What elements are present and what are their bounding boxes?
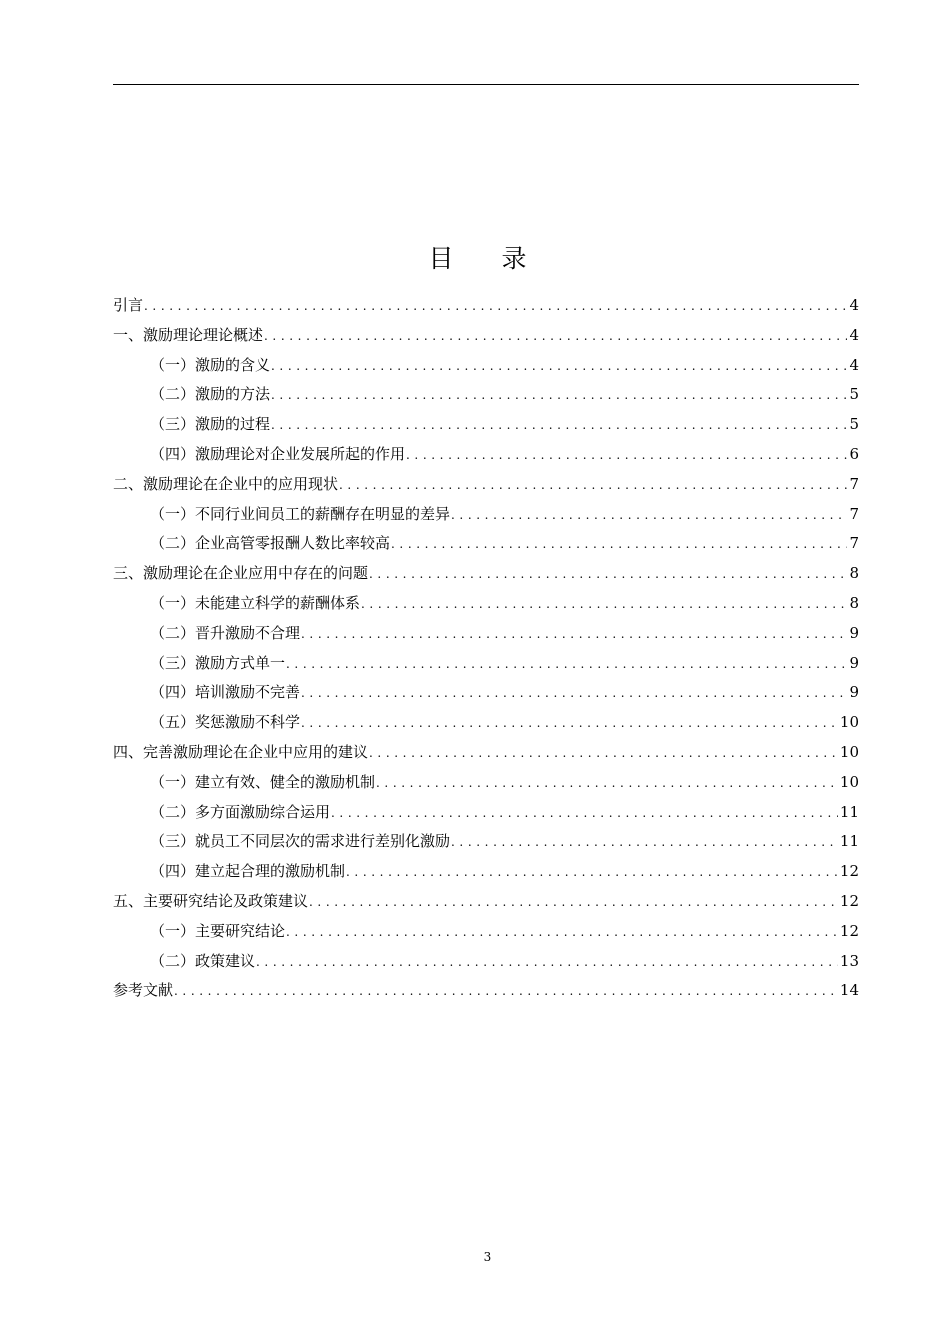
toc-dot-leader (286, 650, 847, 680)
header-rule (113, 84, 859, 85)
toc-entry-page: 7 (849, 534, 859, 553)
toc-entry-page: 13 (839, 951, 859, 970)
toc-entry-title: 引言 (113, 296, 144, 314)
toc-entry-page: 8 (849, 593, 859, 612)
toc-entry-title: （一）激励的含义 (150, 355, 271, 374)
toc-dot-leader (144, 292, 847, 322)
toc-entry-page: 5 (849, 385, 859, 404)
toc-dot-leader (174, 977, 838, 1007)
toc-entry[interactable] (113, 500, 859, 530)
toc-dot-leader (286, 918, 838, 948)
toc-dot-leader (451, 501, 847, 531)
toc-entry-title: （二）政策建议 (150, 951, 256, 970)
toc-entry-title: （五）奖惩激励不科学 (150, 713, 301, 732)
toc-dot-leader (301, 679, 847, 709)
toc-entry-title: 一、激励理论理论概述 (113, 325, 264, 344)
toc-dot-leader (271, 381, 847, 411)
toc-entry[interactable] (113, 410, 859, 440)
toc-entry-page: 10 (839, 742, 859, 761)
toc-dot-leader (406, 441, 847, 471)
toc-dot-leader (391, 530, 847, 560)
toc-entry-page: 11 (839, 802, 859, 821)
toc-entry-title: （三）就员工不同层次的需求进行差别化激励 (150, 832, 451, 851)
toc-entry[interactable] (113, 947, 859, 977)
toc-entry-title: （四）培训激励不完善 (150, 683, 301, 702)
toc-entry-title: （一）不同行业间员工的薪酬存在明显的差异 (150, 504, 451, 523)
toc-entry-page: 4 (849, 296, 859, 314)
toc-entry-title: 五、主要研究结论及政策建议 (113, 891, 309, 910)
toc-entry-page: 9 (849, 623, 859, 642)
toc-entry-title: （四）激励理论对企业发展所起的作用 (150, 444, 406, 463)
toc-entry[interactable] (113, 321, 859, 351)
toc-dot-leader (339, 471, 847, 501)
toc-entry-page: 4 (849, 325, 859, 344)
toc-list (113, 291, 859, 1006)
toc-entry[interactable] (113, 649, 859, 679)
toc-dot-leader (309, 888, 838, 918)
toc-entry[interactable] (113, 589, 859, 619)
toc-dot-leader (369, 739, 838, 769)
toc-title: 目 录 (428, 244, 547, 273)
toc-entry-page: 10 (839, 772, 859, 791)
toc-entry-title: （三）激励方式单一 (150, 653, 286, 672)
toc-entry[interactable] (113, 976, 859, 1006)
toc-entry-page: 5 (849, 415, 859, 434)
toc-entry[interactable] (113, 827, 859, 857)
toc-entry-title: 二、激励理论在企业中的应用现状 (113, 474, 339, 493)
toc-entry[interactable] (113, 559, 859, 589)
toc-entry-title: （一）主要研究结论 (150, 921, 286, 940)
toc-entry-title: （二）激励的方法 (150, 385, 271, 404)
toc-entry-title: （二）晋升激励不合理 (150, 623, 301, 642)
toc-entry-page: 12 (839, 862, 859, 881)
toc-entry[interactable] (113, 380, 859, 410)
toc-entry-title: （二）企业高管零报酬人数比率较高 (150, 534, 391, 553)
toc-entry-page: 11 (839, 832, 859, 851)
toc-dot-leader (271, 352, 847, 382)
toc-entry[interactable] (113, 678, 859, 708)
toc-entry-title: （一）建立有效、健全的激励机制 (150, 772, 376, 791)
toc-entry-page: 14 (839, 981, 859, 1000)
toc-entry[interactable] (113, 917, 859, 947)
toc-entry[interactable] (113, 291, 859, 321)
toc-entry[interactable] (113, 768, 859, 798)
toc-entry-title: （三）激励的过程 (150, 415, 271, 434)
toc-entry-title: （四）建立起合理的激励机制 (150, 862, 346, 881)
toc-entry-title: （一）未能建立科学的薪酬体系 (150, 593, 361, 612)
toc-dot-leader (331, 799, 838, 829)
page-number: 3 (483, 1250, 492, 1264)
toc-entry-page: 12 (839, 891, 859, 910)
toc-entry-page: 10 (839, 713, 859, 732)
toc-dot-leader (346, 858, 838, 888)
toc-entry-page: 12 (839, 921, 859, 940)
toc-entry[interactable] (113, 440, 859, 470)
toc-entry[interactable] (113, 887, 859, 917)
toc-entry-page: 7 (849, 474, 859, 493)
toc-entry[interactable] (113, 529, 859, 559)
toc-entry[interactable] (113, 857, 859, 887)
toc-entry-title: （二）多方面激励综合运用 (150, 802, 331, 821)
toc-entry-title: 四、完善激励理论在企业中应用的建议 (113, 742, 369, 761)
toc-entry[interactable] (113, 619, 859, 649)
toc-dot-leader (256, 948, 838, 978)
toc-entry-page: 9 (849, 683, 859, 702)
toc-entry-page: 8 (849, 564, 859, 583)
toc-dot-leader (301, 709, 838, 739)
toc-entry-page: 7 (849, 504, 859, 523)
toc-entry[interactable] (113, 798, 859, 828)
toc-dot-leader (451, 828, 838, 858)
toc-entry-title: 三、激励理论在企业应用中存在的问题 (113, 564, 369, 583)
toc-dot-leader (361, 590, 847, 620)
toc-dot-leader (301, 620, 847, 650)
toc-entry-page: 9 (849, 653, 859, 672)
toc-entry-page: 4 (849, 355, 859, 374)
toc-entry[interactable] (113, 351, 859, 381)
toc-dot-leader (271, 411, 847, 441)
toc-dot-leader (376, 769, 838, 799)
toc-entry-page: 6 (849, 444, 859, 463)
toc-dot-leader (264, 322, 847, 352)
toc-entry[interactable] (113, 708, 859, 738)
toc-entry-title: 参考文献 (113, 981, 174, 1000)
toc-dot-leader (369, 560, 847, 590)
toc-entry[interactable] (113, 738, 859, 768)
toc-entry[interactable] (113, 470, 859, 500)
